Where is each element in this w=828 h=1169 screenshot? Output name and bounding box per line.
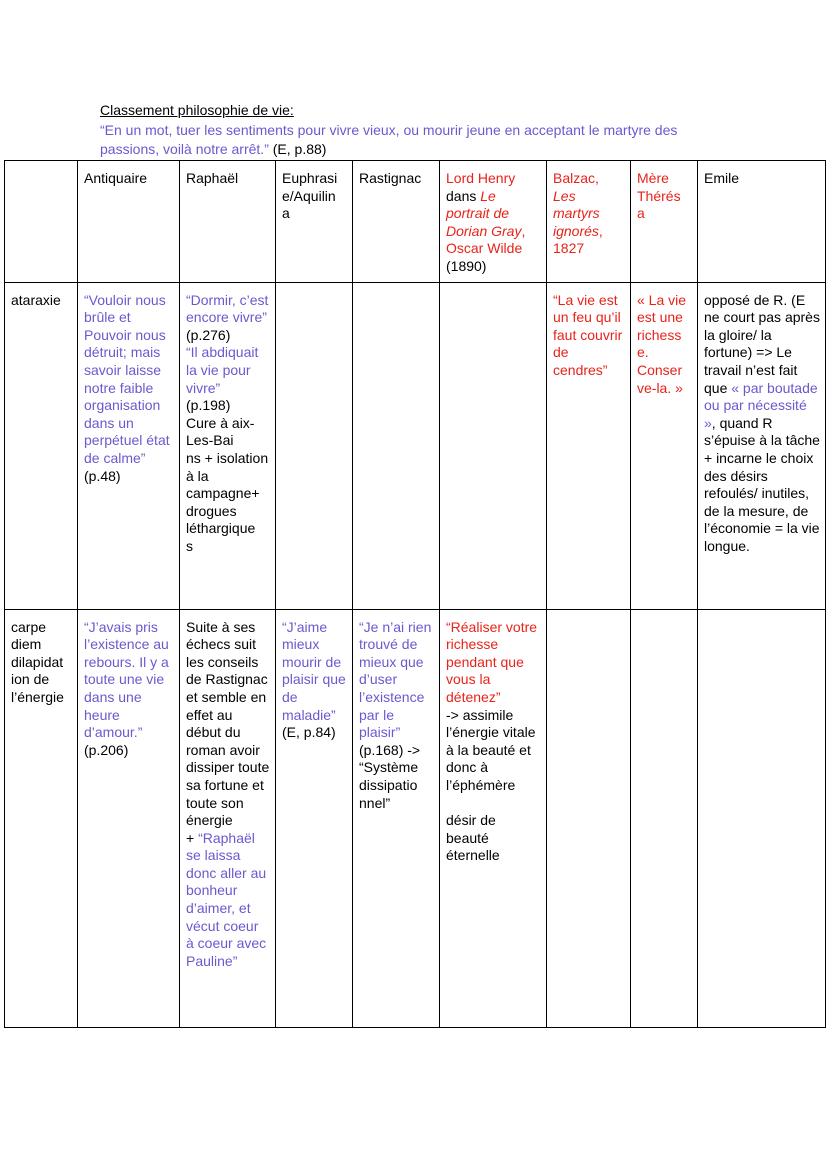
cell-quote: “Je n’ai rien trouvé de mieux que d’user l’existence par le plaisir” — [359, 618, 432, 741]
cell-ataraxie-antiquaire — [78, 282, 180, 609]
cell-text: désir de beauté éternelle — [446, 812, 500, 864]
header-rastignac: Rastignac — [353, 161, 440, 283]
header-emile: Emile — [698, 161, 826, 283]
cell-ataraxie-raphael — [180, 282, 276, 609]
cell-quote: “Raphaël se laissa donc aller au bonheur d’aimer, et vécut coeur à coeur avec Pauline” — [186, 829, 267, 969]
balzac-year: , 1827 — [553, 222, 603, 257]
cell-ref: (p.168) -> “Système dissipatio nnel” — [359, 741, 421, 811]
cell-ataraxie-balzac: “La vie est un feu qu’il faut couvrir de cendres” — [547, 282, 631, 609]
balzac-name: Balzac, — [553, 170, 599, 186]
cell-text: -> assimile l’énergie vitale à la beauté et donc à l’éphémère — [446, 706, 536, 793]
header-euphrasie: Euphrasi e/Aquilin a — [276, 161, 353, 283]
balzac-book-title: Les martyrs ignorés — [553, 187, 600, 239]
intro-quote — [100, 121, 740, 159]
lord-henry-dans: dans — [446, 187, 481, 204]
cell-ataraxie-lord-henry — [440, 282, 547, 609]
header-empty-cell — [5, 161, 78, 283]
cell-quote: “J’avais pris l’existence au rebours. Il y a toute une vie dans une heure d’amour.” — [84, 618, 169, 741]
cell-quote: “Il abdiquait la vie pour vivre” — [186, 344, 259, 396]
cell-ataraxie-emile — [698, 282, 826, 609]
cell-carpe-balzac — [547, 609, 631, 1027]
lord-henry-author: , Oscar Wilde — [446, 222, 526, 257]
cell-text: Suite à ses échecs suit les conseils de Rastignac et semble en effet au début du roman avoir dissiper toute sa fortune et toute son énergie — [186, 618, 270, 829]
cell-quote: « par boutade ou par nécessité » — [704, 379, 818, 431]
cell-text: , quand R s’épuise à la tâche + incarne le choix des désirs refoulés/ inutiles, de la mesure, de l’économie = la vie longue. — [704, 414, 820, 554]
header-lord-henry — [440, 161, 547, 283]
cell-carpe-raphael — [180, 609, 276, 1027]
page-heading: Classement philosophie de vie: — [100, 102, 294, 118]
cell-carpe-lord-henry — [440, 609, 547, 1027]
cell-ataraxie-euphrasie — [276, 282, 353, 609]
cell-plus: + — [186, 829, 199, 846]
table-row-carpe-diem — [5, 609, 826, 1027]
header-row — [5, 161, 826, 283]
cell-ref: (p.276) — [186, 326, 231, 343]
cell-quote: “J’aime mieux mourir de plaisir que de maladie” — [282, 618, 346, 723]
intro-quote-text: “En un mot, tuer les sentiments pour vivre vieux, ou mourir jeune en acceptant le martyre des passions, voilà notre arrêt.” — [100, 122, 678, 157]
cell-ref: (p.198) — [186, 397, 231, 414]
table-row-ataraxie — [5, 282, 826, 609]
cell-quote: “Dormir, c’est encore vivre” — [186, 291, 269, 326]
lord-henry-book-title: Le portrait de Dorian Gray — [446, 187, 522, 239]
lord-henry-name: Lord Henry — [446, 170, 516, 186]
cell-text: opposé de R. (E ne court pas après la gloire/ la fortune) => Le travail n’est fait que — [704, 291, 820, 396]
header-balzac — [547, 161, 631, 283]
cell-carpe-euphrasie — [276, 609, 353, 1027]
row-label-ataraxie: ataraxie — [5, 282, 78, 609]
intro-quote-ref: (E, p.88) — [268, 141, 327, 157]
cell-ref: (p.48) — [84, 467, 121, 484]
cell-quote: “Réaliser votre richesse pendant que vous la détenez” — [446, 618, 538, 705]
cell-ref: (p.206) — [84, 741, 129, 758]
cell-ataraxie-mere-therese: « La vie est une richess e. Conser ve-la. » — [631, 282, 698, 609]
cell-quote: “Vouloir nous brûle et Pouvoir nous détruit; mais savoir laisse notre faible organisation dans un perpétuel état de calme” — [84, 291, 170, 466]
cell-ataraxie-rastignac — [353, 282, 440, 609]
cell-carpe-rastignac — [353, 609, 440, 1027]
header-antiquaire: Antiquaire — [78, 161, 180, 283]
cell-carpe-mere-therese — [631, 609, 698, 1027]
header-mere-therese: Mère Thérés a — [631, 161, 698, 283]
row-label-carpe-diem: carpe diem dilapidat ion de l’énergie — [5, 609, 78, 1027]
cell-carpe-emile — [698, 609, 826, 1027]
cell-text: Cure à aix-Les-Bai ns + isolation à la campagne+ drogues léthargique s — [186, 414, 269, 554]
lord-henry-year: (1890) — [446, 257, 487, 274]
philosophy-table — [4, 160, 826, 1028]
header-raphael: Raphaël — [180, 161, 276, 283]
cell-ref: (E, p.84) — [282, 724, 336, 741]
cell-carpe-antiquaire — [78, 609, 180, 1027]
